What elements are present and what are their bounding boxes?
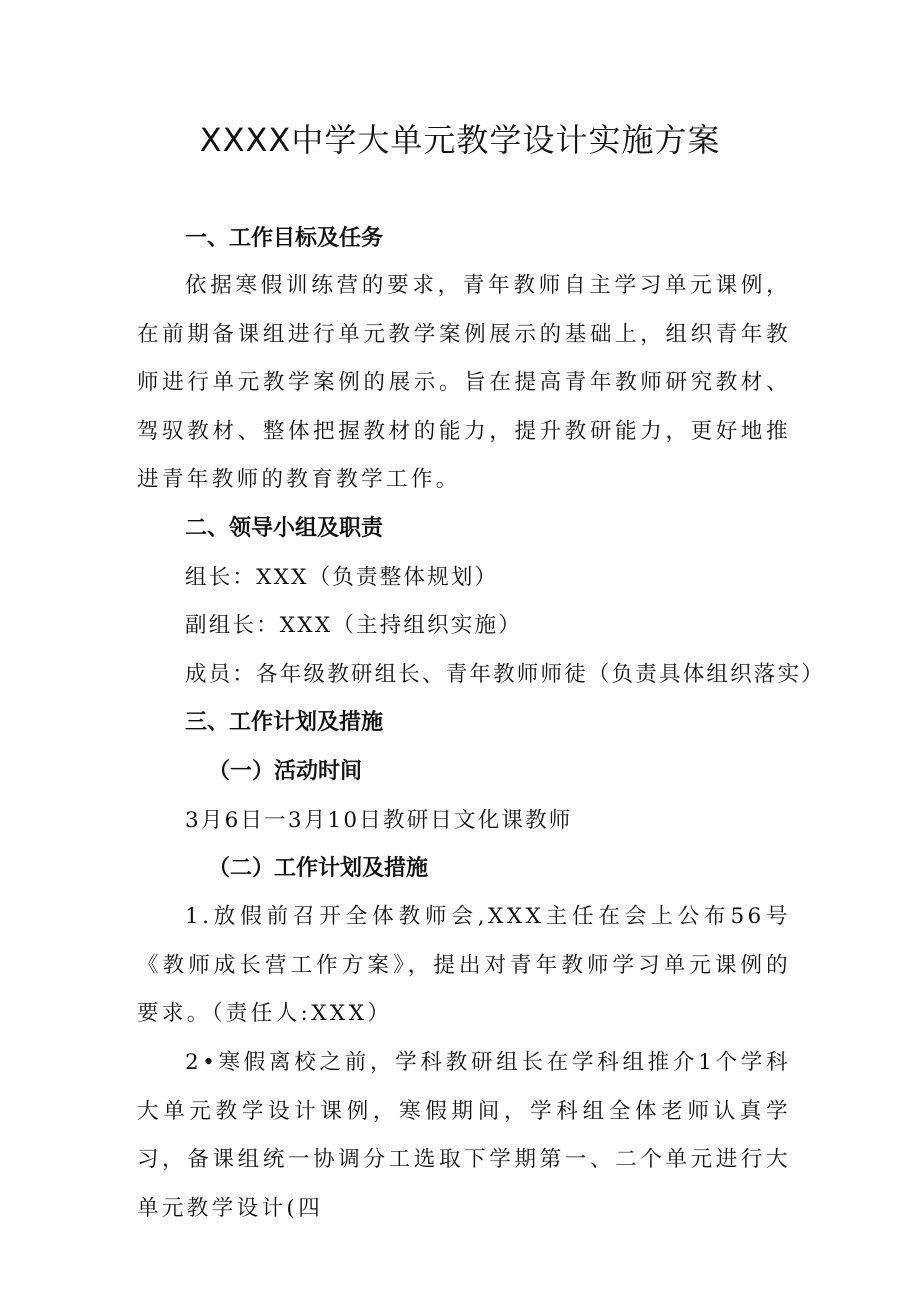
section-heading-goals: 一、工作目标及任务 [185, 226, 384, 251]
section-heading-leadership: 二、领导小组及职责 [185, 516, 384, 541]
members-line: 成员：各年级教研组长、青年教师师徒（负责具体组织落实） [185, 662, 825, 687]
goals-paragraph: 依据寒假训练营的要求，青年教师自主学习单元课例，在前期备课组进行单元教学案例展示的基础上，组织青年教师进行单元教学案例的展示。旨在提高青年教师研究教材、驾驭教材、整体把握教材的能力，提升教研能力，更好地推进青年教师的教育教学工作。 [137, 273, 791, 492]
section-heading-plan: 三、工作计划及措施 [185, 710, 384, 735]
subheading-activity-time: （一）活动时间 [208, 759, 363, 784]
activity-time-text: 3月6日一3月10日教研日文化课教师 [185, 808, 573, 833]
plan-item-2: 2•寒假离校之前，学科教研组长在学科组推介1个学科大单元教学设计课例，寒假期间，学科组全体老师认真学习，备课组统一协调分工选取下学期第一、二个单元进行大单元教学设计(四 [137, 1050, 791, 1221]
leader-line: 组长：XXX（负责整体规划） [185, 565, 499, 590]
plan-item-1: 1.放假前召开全体教师会,XXX主任在会上公布56号《教师成长营工作方案》，提出对青年教师学习单元课例的要求。（责任人:XXX） [137, 904, 791, 1026]
subheading-work-plan: （二）工作计划及措施 [208, 856, 429, 881]
document-title: XXXX中学大单元教学设计实施方案 [199, 121, 721, 159]
deputy-leader-line: 副组长：XXX（主持组织实施） [185, 613, 522, 638]
